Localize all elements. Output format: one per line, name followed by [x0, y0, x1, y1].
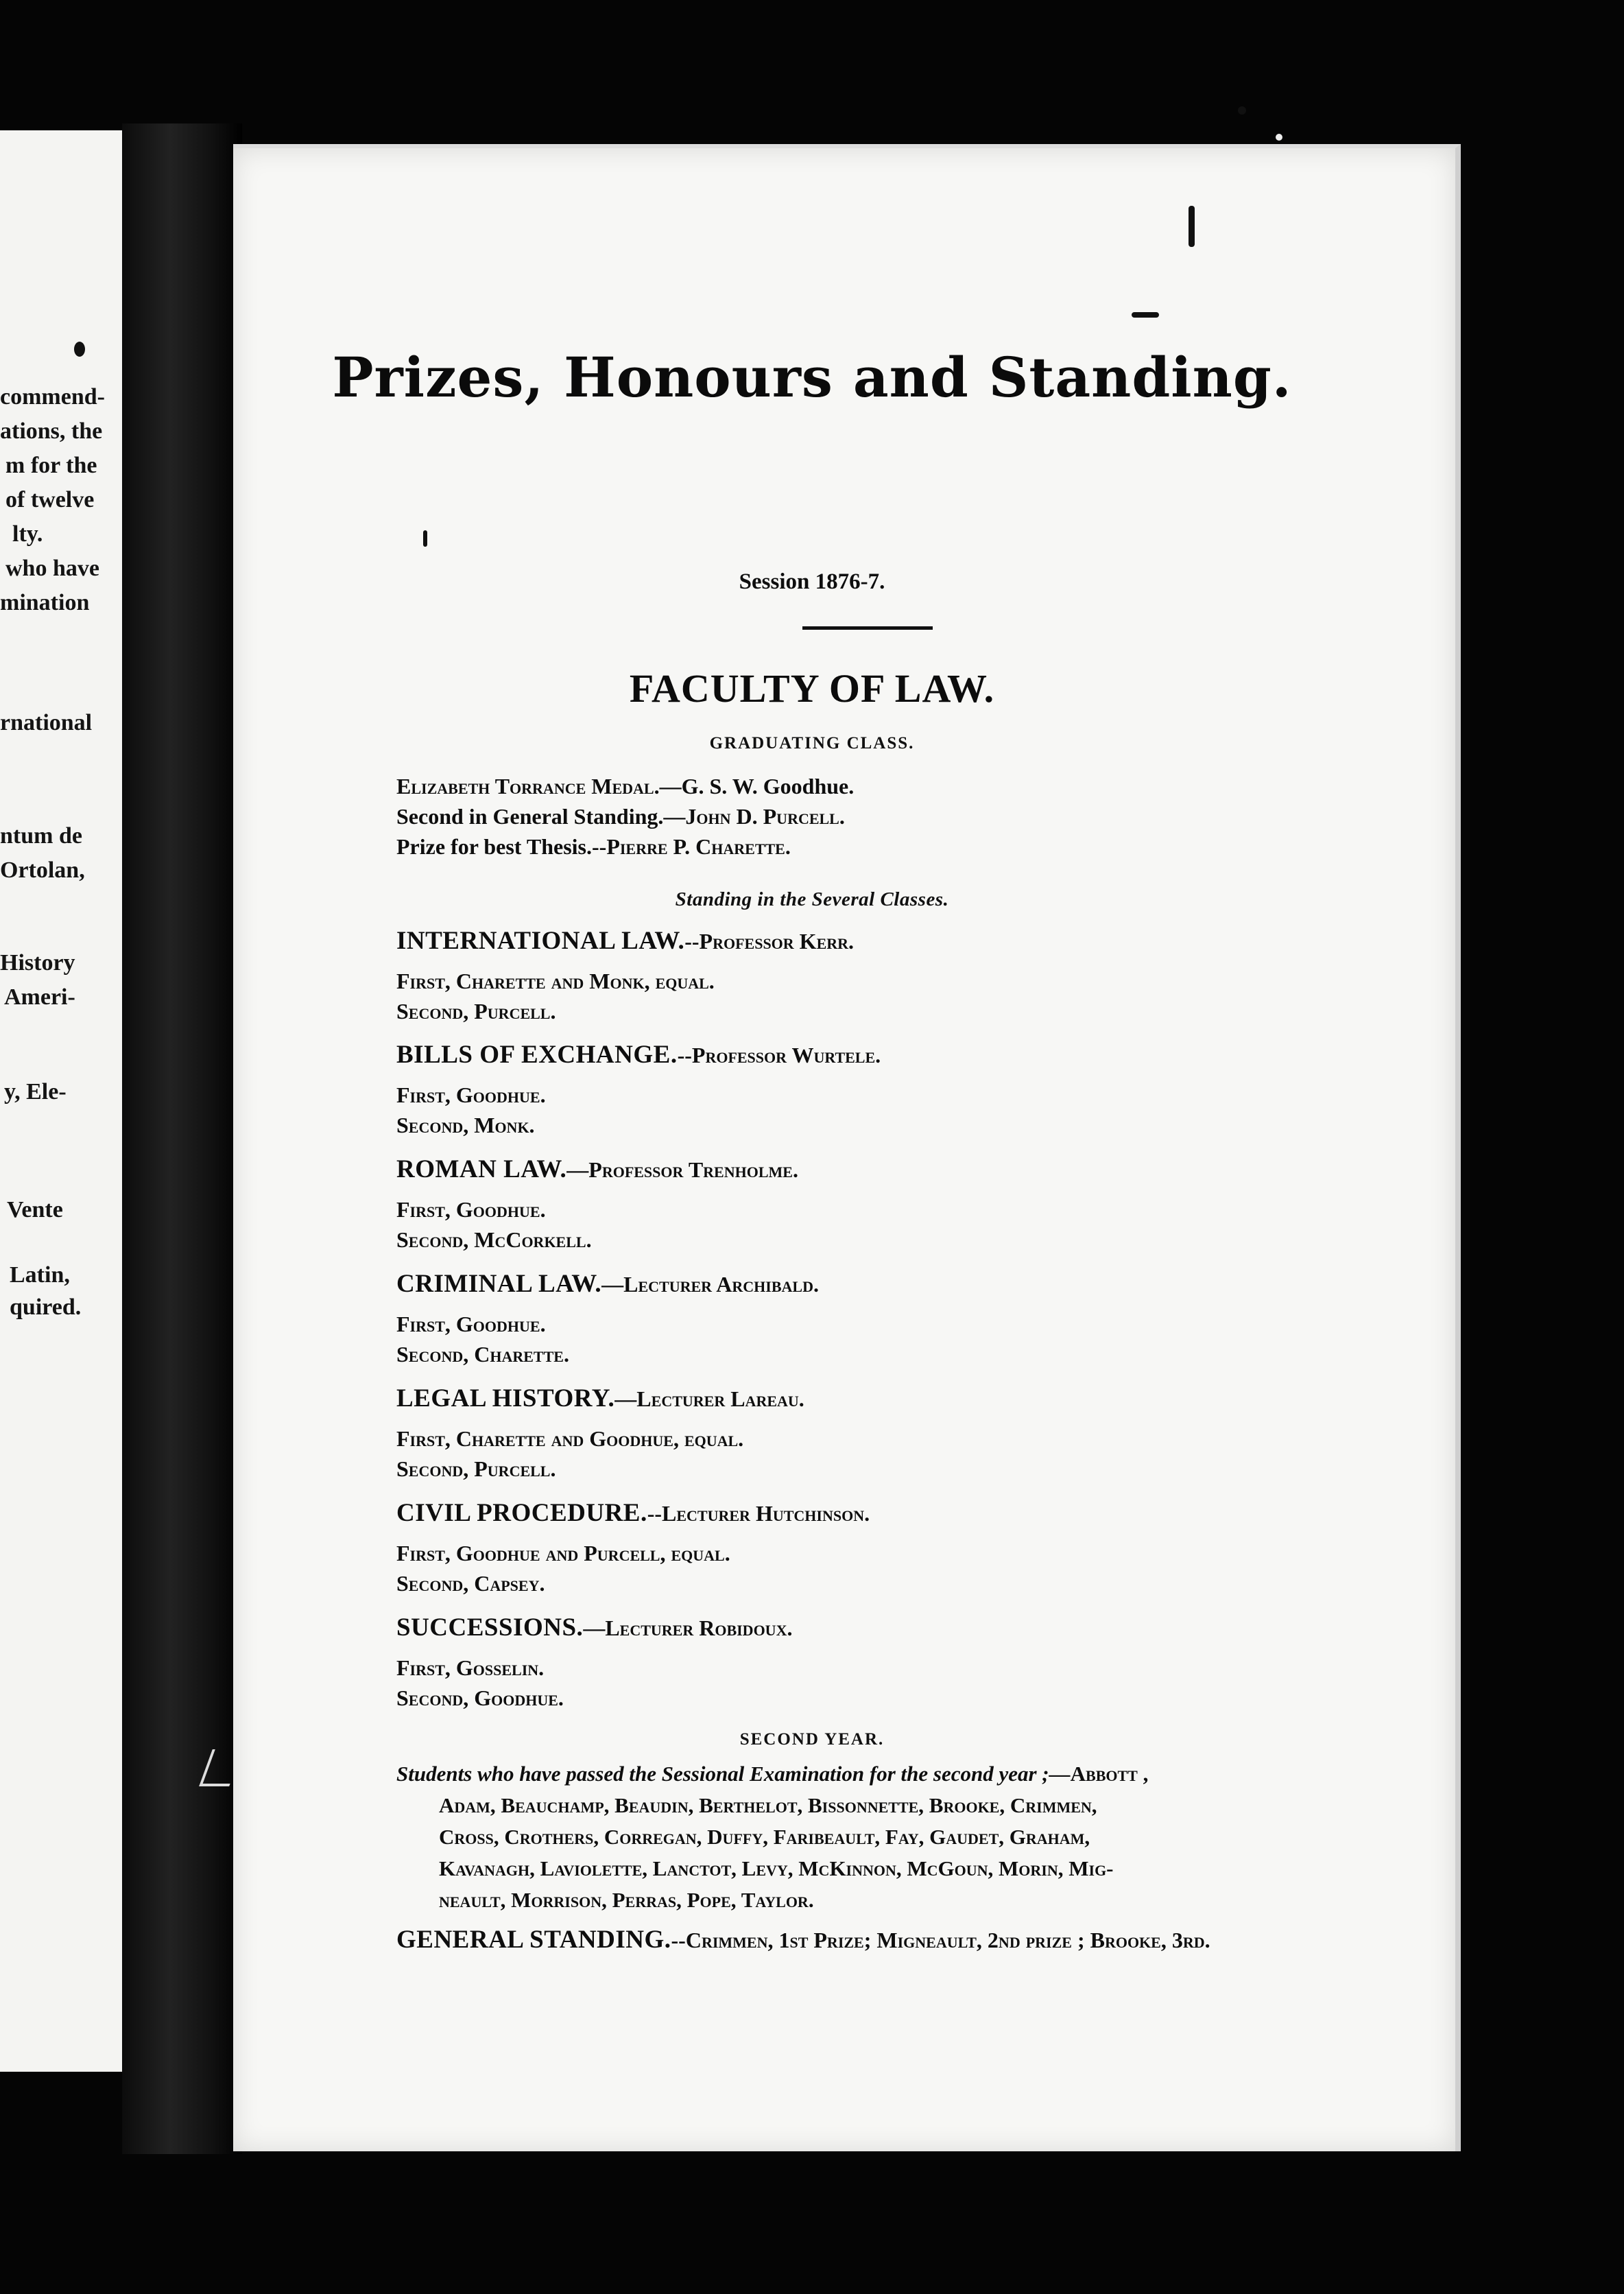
left-page-fragment: History [0, 950, 75, 975]
left-page-fragment: m for the [5, 453, 97, 478]
left-facing-page [0, 130, 122, 2072]
award-label: Elizabeth Torrance Medal. [396, 774, 660, 799]
separator: -- [671, 1928, 686, 1952]
separator: -- [592, 834, 607, 859]
subject-heading [396, 1498, 870, 1528]
separator: — [601, 1272, 624, 1297]
standing-line: Second, McCorkell. [396, 1227, 592, 1252]
instructor: Professor Kerr. [699, 929, 855, 954]
standing-line: First, Gosselin. [396, 1655, 545, 1680]
left-page-fragment: of twelve [5, 487, 95, 512]
standing-line: First, Goodhue and Purcell, equal. [396, 1541, 730, 1565]
separator: — [659, 774, 682, 799]
stray-mark [423, 530, 427, 547]
subject-name: CRIMINAL LAW. [396, 1270, 602, 1298]
standing-line: First, Charette and Goodhue, equal. [396, 1426, 744, 1451]
left-page-fragment: who have [5, 556, 99, 581]
separator: -- [647, 1501, 662, 1526]
stray-mark [1276, 134, 1282, 141]
intro-text: Students who have passed the Sessional Examination for the second year ;— [396, 1762, 1071, 1786]
subject-name: INTERNATIONAL LAW. [396, 927, 685, 955]
standing-heading: Standing in the Several Classes. [675, 888, 949, 910]
general-standing [396, 1925, 1210, 1954]
stray-mark [1189, 206, 1195, 247]
separator: — [614, 1386, 637, 1411]
award-recipient: John D. Purcell. [685, 804, 845, 829]
second-year-intro [396, 1762, 1148, 1786]
general-standing-label: GENERAL STANDING. [396, 1926, 671, 1954]
left-page-fragment: Ortolan, [0, 858, 85, 883]
instructor: Professor Trenholme. [588, 1157, 798, 1182]
award-label: Prize for best Thesis. [396, 834, 592, 859]
student-names-line: Cross, Crothers, Corregan, Duffy, Faribeault, Fay, Gaudet, Graham, [439, 1825, 1090, 1849]
standing-line: First, Goodhue. [396, 1197, 546, 1222]
separator: — [583, 1616, 606, 1640]
student-names-line: neault, Morrison, Perras, Pope, Taylor. [439, 1888, 814, 1912]
general-standing-text: Crimmen, 1st Prize; Migneault, 2nd prize ; Brooke, 3rd. [685, 1928, 1210, 1952]
standing-line: Second, Charette. [396, 1342, 569, 1367]
student-names-line: Kavanagh, Laviolette, Lanctot, Levy, McKinnon, McGoun, Morin, Mig- [439, 1856, 1114, 1880]
standing-line: Second, Purcell. [396, 1456, 556, 1481]
instructor: Lecturer Hutchinson. [662, 1501, 870, 1526]
faculty-heading: FACULTY OF LAW. [629, 666, 995, 711]
subject-name: CIVIL PROCEDURE. [396, 1499, 647, 1527]
subject-name: LEGAL HISTORY. [396, 1384, 615, 1412]
award-recipient: Pierre P. Charette. [606, 834, 791, 859]
standing-line: Second, Goodhue. [396, 1686, 564, 1710]
left-page-fragment: Latin, [10, 1262, 70, 1288]
left-page-fragment: y, Ele- [4, 1079, 67, 1104]
left-page-fragment: lty. [12, 521, 43, 547]
subject-heading [396, 1613, 792, 1642]
left-page-fragment: commend- [0, 384, 105, 410]
left-page-fragment: quired. [10, 1294, 82, 1320]
subject-heading [396, 926, 854, 956]
left-page-fragment: mination [0, 590, 90, 615]
page-title: Prizes, Honours and Standing. [332, 345, 1292, 410]
standing-line: Second, Purcell. [396, 999, 556, 1024]
separator: — [566, 1157, 589, 1182]
award-recipient: G. S. W. Goodhue. [681, 774, 855, 799]
instructor: Lecturer Archibald. [623, 1272, 819, 1297]
subject-heading [396, 1384, 804, 1413]
subject-name: ROMAN LAW. [396, 1155, 567, 1183]
instructor: Lecturer Lareau. [636, 1386, 804, 1411]
subject-heading [396, 1040, 881, 1069]
graduating-entry [396, 774, 854, 799]
stray-mark [1132, 312, 1159, 318]
graduating-class-heading: GRADUATING CLASS. [709, 734, 915, 753]
instructor: Lecturer Robidoux. [605, 1616, 793, 1640]
subject-name: BILLS OF EXCHANGE. [396, 1041, 678, 1069]
left-page-fragment: ntum de [0, 823, 82, 849]
standing-line: Second, Monk. [396, 1113, 535, 1137]
graduating-entry [396, 834, 791, 860]
standing-line: First, Goodhue. [396, 1312, 546, 1336]
stray-mark [1238, 106, 1246, 115]
instructor: Professor Wurtele. [691, 1043, 881, 1067]
session-label: Session 1876-7. [739, 569, 885, 594]
standing-line: First, Charette and Monk, equal. [396, 969, 715, 993]
left-page-fragment: rnational [0, 710, 93, 735]
subject-heading [396, 1155, 798, 1184]
separator: -- [677, 1043, 692, 1067]
second-year-heading: SECOND YEAR. [739, 1730, 885, 1749]
student-names: Abbott , [1070, 1762, 1149, 1786]
standing-line: Second, Capsey. [396, 1571, 545, 1596]
award-label: Second in General Standing. [396, 804, 664, 829]
book-page [233, 144, 1461, 2151]
left-page-fragment: Vente [7, 1197, 63, 1222]
subject-name: SUCCESSIONS. [396, 1613, 584, 1642]
divider-rule [802, 626, 933, 630]
graduating-entry [396, 804, 845, 829]
left-page-fragment: Ameri- [4, 984, 75, 1010]
separator: — [663, 804, 686, 829]
separator: -- [684, 929, 700, 954]
standing-line: First, Goodhue. [396, 1083, 546, 1107]
student-names-line: Adam, Beauchamp, Beaudin, Berthelot, Bissonnette, Brooke, Crimmen, [439, 1793, 1097, 1817]
book-gutter [122, 123, 242, 2154]
left-page-fragment: ations, the [0, 418, 103, 444]
subject-heading [396, 1269, 819, 1299]
